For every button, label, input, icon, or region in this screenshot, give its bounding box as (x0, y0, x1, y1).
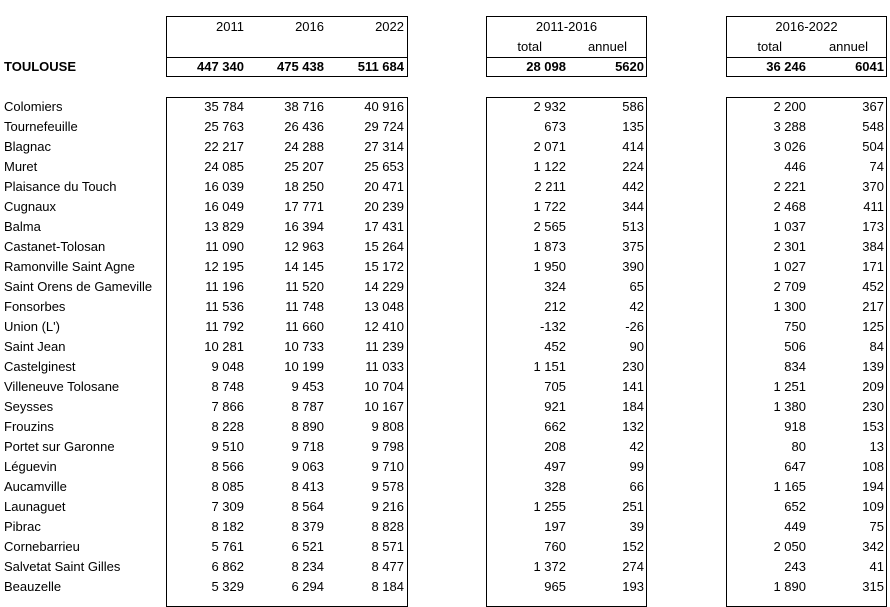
cell-p1-total: 1 151 (533, 359, 566, 374)
cell-p2-total: 1 380 (773, 399, 806, 414)
commune-name: Balma (4, 219, 41, 234)
commune-name: Launaguet (4, 499, 66, 514)
cell-p2-annual: 230 (862, 399, 884, 414)
cell-p2-total: 2 221 (773, 179, 806, 194)
cell-y2011: 9 510 (211, 439, 244, 454)
cell-p1-total: 1 372 (533, 559, 566, 574)
cell-p1-total: 760 (544, 539, 566, 554)
cell-p2-total: 2 200 (773, 99, 806, 114)
cell-p1-annual: 184 (622, 399, 644, 414)
cell-y2011: 6 862 (211, 559, 244, 574)
cell-p2-total: 918 (784, 419, 806, 434)
cell-p2-total: 80 (791, 439, 806, 454)
cell-p1-annual: 65 (629, 279, 644, 294)
cell-y2016: 6 294 (291, 579, 324, 594)
cell-p2-total: 3 026 (773, 139, 806, 154)
cell-p2-annual: 108 (862, 459, 884, 474)
cell-y2016: 11 660 (285, 319, 324, 334)
cell-p1-annual: 66 (629, 479, 644, 494)
commune-name: Fonsorbes (4, 299, 66, 314)
cell-p1-total: 673 (544, 119, 566, 134)
toulouse-p1-annual: 5620 (615, 59, 644, 74)
commune-name: Muret (4, 159, 38, 174)
cell-p1-total: 1 722 (533, 199, 566, 214)
toulouse-label: TOULOUSE (4, 59, 76, 74)
period2-title: 2016-2022 (775, 19, 838, 34)
cell-p1-annual: 99 (629, 459, 644, 474)
cell-y2022: 20 471 (364, 179, 404, 194)
cell-y2011: 7 866 (211, 399, 244, 414)
cell-y2016: 8 890 (291, 419, 324, 434)
cell-y2022: 9 798 (371, 439, 404, 454)
cell-p1-total: 197 (544, 519, 566, 534)
cell-y2016: 6 521 (291, 539, 324, 554)
cell-y2011: 11 536 (205, 299, 244, 314)
cell-p1-annual: 135 (622, 119, 644, 134)
cell-y2022: 14 229 (364, 279, 404, 294)
cell-y2016: 8 379 (291, 519, 324, 534)
cell-p2-annual: 173 (862, 219, 884, 234)
commune-name: Frouzins (4, 419, 54, 434)
cell-p1-total: 1 255 (533, 499, 566, 514)
cell-p1-annual: 90 (629, 339, 644, 354)
cell-p1-total: 1 950 (533, 259, 566, 274)
cell-y2011: 13 829 (204, 219, 244, 234)
cell-y2022: 15 172 (364, 259, 404, 274)
cell-p2-total: 1 890 (773, 579, 806, 594)
commune-name: Saint Orens de Gameville (4, 279, 153, 294)
cell-y2022: 8 828 (371, 519, 404, 534)
cell-p1-annual: 442 (622, 179, 644, 194)
commune-name: Plaisance du Touch (4, 179, 117, 194)
cell-y2011: 24 085 (204, 159, 244, 174)
cell-p2-annual: 153 (862, 419, 884, 434)
cell-y2011: 16 049 (204, 199, 244, 214)
cell-p2-annual: 41 (869, 559, 884, 574)
cell-y2016: 18 250 (284, 179, 324, 194)
cell-p2-annual: 342 (862, 539, 884, 554)
commune-name: Aucamville (4, 479, 67, 494)
cell-y2011: 12 195 (204, 259, 244, 274)
period1-annual-label: annuel (587, 39, 627, 54)
cell-p1-total: 1 122 (533, 159, 566, 174)
commune-name: Cugnaux (4, 199, 57, 214)
cell-p2-annual: 74 (869, 159, 884, 174)
cell-y2022: 11 239 (365, 339, 404, 354)
cell-y2022: 25 653 (364, 159, 404, 174)
cell-y2011: 8 566 (211, 459, 244, 474)
cell-y2022: 15 264 (364, 239, 404, 254)
cell-p2-annual: 139 (862, 359, 884, 374)
cell-p2-annual: 75 (869, 519, 884, 534)
cell-p1-annual: 42 (629, 439, 644, 454)
cell-p1-annual: 224 (622, 159, 644, 174)
cell-p1-annual: 132 (622, 419, 644, 434)
cell-y2016: 24 288 (284, 139, 324, 154)
cell-p1-total: 328 (544, 479, 566, 494)
cell-p1-annual: 390 (622, 259, 644, 274)
cell-y2011: 11 090 (205, 239, 244, 254)
cell-p1-total: 1 873 (533, 239, 566, 254)
cell-p1-total: 208 (544, 439, 566, 454)
cell-p2-annual: 109 (862, 499, 884, 514)
commune-name: Castanet-Tolosan (4, 239, 106, 254)
cell-p2-total: 1 165 (773, 479, 806, 494)
period1-title: 2011-2016 (535, 19, 598, 34)
cell-p1-annual: 39 (629, 519, 644, 534)
toulouse-p1-total: 28 098 (526, 59, 566, 74)
cell-p2-annual: 452 (862, 279, 884, 294)
cell-p1-total: 705 (544, 379, 566, 394)
cell-p2-annual: 194 (862, 479, 884, 494)
header-year-2022: 2022 (375, 19, 404, 34)
cell-p2-annual: 315 (862, 579, 884, 594)
cell-p1-annual: 513 (622, 219, 644, 234)
cell-y2011: 11 792 (205, 319, 244, 334)
cell-p1-annual: 193 (622, 579, 644, 594)
cell-p1-total: 662 (544, 419, 566, 434)
cell-p2-annual: 217 (862, 299, 884, 314)
cell-p1-annual: 414 (622, 139, 644, 154)
cell-p1-total: 452 (544, 339, 566, 354)
cell-p2-total: 1 027 (773, 259, 806, 274)
cell-y2016: 11 748 (285, 299, 324, 314)
period2-annual-label: annuel (828, 39, 868, 54)
cell-p2-total: 449 (784, 519, 806, 534)
cell-p1-total: 324 (544, 279, 566, 294)
cell-y2016: 10 733 (284, 339, 324, 354)
commune-name: Beauzelle (4, 579, 62, 594)
commune-name: Saint Jean (4, 339, 66, 354)
cell-y2016: 10 199 (284, 359, 324, 374)
cell-p1-total: 497 (544, 459, 566, 474)
cell-p2-total: 1 300 (773, 299, 806, 314)
cell-y2016: 8 564 (291, 499, 324, 514)
cell-y2016: 17 771 (284, 199, 324, 214)
cell-p2-total: 446 (784, 159, 806, 174)
cell-y2022: 11 033 (365, 359, 404, 374)
cell-y2022: 9 578 (371, 479, 404, 494)
commune-name: Seysses (4, 399, 54, 414)
cell-y2016: 25 207 (284, 159, 324, 174)
commune-name: Colomiers (4, 99, 63, 114)
cell-p1-total: 2 932 (533, 99, 566, 114)
cell-p2-total: 3 288 (773, 119, 806, 134)
cell-y2016: 8 234 (291, 559, 324, 574)
commune-name: Cornebarrieu (4, 539, 80, 554)
cell-p1-annual: 375 (622, 239, 644, 254)
cell-y2011: 10 281 (204, 339, 244, 354)
cell-y2022: 20 239 (364, 199, 404, 214)
cell-y2022: 10 167 (364, 399, 404, 414)
cell-p2-total: 2 301 (773, 239, 806, 254)
cell-p2-total: 652 (784, 499, 806, 514)
header-year-2011: 2011 (216, 19, 244, 34)
cell-p2-total: 506 (784, 339, 806, 354)
cell-p2-total: 2 468 (773, 199, 806, 214)
cell-y2011: 16 039 (204, 179, 244, 194)
toulouse-p2-total: 36 246 (766, 59, 806, 74)
commune-name: Portet sur Garonne (4, 439, 115, 454)
cell-y2016: 16 394 (284, 219, 324, 234)
toulouse-2022: 511 684 (357, 59, 404, 74)
cell-y2016: 8 787 (291, 399, 324, 414)
cell-p2-total: 647 (784, 459, 806, 474)
toulouse-p2-annual: 6041 (855, 59, 884, 74)
commune-name: Pibrac (4, 519, 41, 534)
cell-y2022: 8 571 (371, 539, 404, 554)
toulouse-2011: 447 340 (197, 59, 244, 74)
cell-p2-annual: 548 (862, 119, 884, 134)
cell-y2022: 29 724 (364, 119, 404, 134)
cell-y2022: 9 710 (371, 459, 404, 474)
cell-y2011: 5 329 (211, 579, 244, 594)
cell-p2-total: 243 (784, 559, 806, 574)
cell-y2011: 35 784 (204, 99, 244, 114)
cell-p2-total: 1 251 (773, 379, 806, 394)
cell-p2-total: 834 (784, 359, 806, 374)
cell-p1-total: 965 (544, 579, 566, 594)
cell-y2022: 8 184 (371, 579, 404, 594)
commune-name: Castelginest (4, 359, 76, 374)
period2-total-label: total (757, 39, 782, 54)
cell-p2-annual: 504 (862, 139, 884, 154)
cell-p1-total: 212 (544, 299, 566, 314)
cell-y2022: 10 704 (364, 379, 404, 394)
commune-name: Union (L') (4, 319, 60, 334)
cell-y2016: 11 520 (285, 279, 324, 294)
cell-y2016: 38 716 (284, 99, 324, 114)
cell-p2-total: 2 709 (773, 279, 806, 294)
cell-p1-annual: 230 (622, 359, 644, 374)
cell-y2011: 11 196 (205, 279, 244, 294)
cell-y2011: 8 085 (211, 479, 244, 494)
cell-p1-total: 2 071 (533, 139, 566, 154)
cell-p2-annual: 370 (862, 179, 884, 194)
cell-y2022: 17 431 (364, 219, 404, 234)
cell-y2022: 13 048 (364, 299, 404, 314)
cell-y2016: 9 718 (291, 439, 324, 454)
cell-y2016: 9 063 (291, 459, 324, 474)
cell-p2-annual: 367 (862, 99, 884, 114)
cell-y2022: 9 216 (371, 499, 404, 514)
cell-y2011: 9 048 (211, 359, 244, 374)
cell-p1-annual: 141 (622, 379, 644, 394)
cell-p1-annual: 42 (629, 299, 644, 314)
cell-p2-annual: 84 (869, 339, 884, 354)
cell-y2016: 26 436 (284, 119, 324, 134)
cell-y2016: 8 413 (291, 479, 324, 494)
cell-p1-annual: 251 (622, 499, 644, 514)
commune-name: Blagnac (4, 139, 51, 154)
cell-p1-annual: 152 (622, 539, 644, 554)
cell-y2022: 8 477 (371, 559, 404, 574)
commune-name: Ramonville Saint Agne (4, 259, 135, 274)
cell-p2-total: 1 037 (773, 219, 806, 234)
commune-name: Salvetat Saint Gilles (4, 559, 121, 574)
cell-y2016: 12 963 (284, 239, 324, 254)
cell-y2011: 8 748 (211, 379, 244, 394)
cell-p2-total: 2 050 (773, 539, 806, 554)
cell-y2011: 25 763 (204, 119, 244, 134)
cell-y2022: 12 410 (364, 319, 404, 334)
commune-name: Villeneuve Tolosane (4, 379, 120, 394)
cell-p1-annual: -26 (625, 319, 644, 334)
cell-y2022: 9 808 (371, 419, 404, 434)
cell-p2-annual: 13 (869, 439, 884, 454)
commune-name: Tournefeuille (4, 119, 78, 134)
cell-p2-annual: 411 (863, 199, 884, 214)
cell-p1-total: 2 565 (533, 219, 566, 234)
cell-p1-annual: 274 (622, 559, 644, 574)
cell-p1-total: -132 (539, 319, 566, 334)
toulouse-2016: 475 438 (277, 59, 324, 74)
cell-y2011: 7 309 (211, 499, 244, 514)
cell-p2-annual: 384 (862, 239, 884, 254)
cell-y2016: 9 453 (291, 379, 324, 394)
cell-p2-total: 750 (784, 319, 806, 334)
cell-y2011: 22 217 (204, 139, 244, 154)
cell-y2011: 5 761 (211, 539, 244, 554)
cell-p2-annual: 209 (862, 379, 884, 394)
cell-y2022: 40 916 (364, 99, 404, 114)
commune-name: Léguevin (4, 459, 57, 474)
cell-p2-annual: 125 (862, 319, 884, 334)
cell-y2011: 8 228 (211, 419, 244, 434)
cell-p1-annual: 586 (622, 99, 644, 114)
cell-p1-total: 921 (544, 399, 566, 414)
cell-y2011: 8 182 (211, 519, 244, 534)
header-year-2016: 2016 (295, 19, 324, 34)
period1-total-label: total (517, 39, 542, 54)
cell-p1-total: 2 211 (534, 179, 566, 194)
cell-p2-annual: 171 (862, 259, 884, 274)
cell-y2016: 14 145 (284, 259, 324, 274)
cell-p1-annual: 344 (622, 199, 644, 214)
cell-y2022: 27 314 (364, 139, 404, 154)
